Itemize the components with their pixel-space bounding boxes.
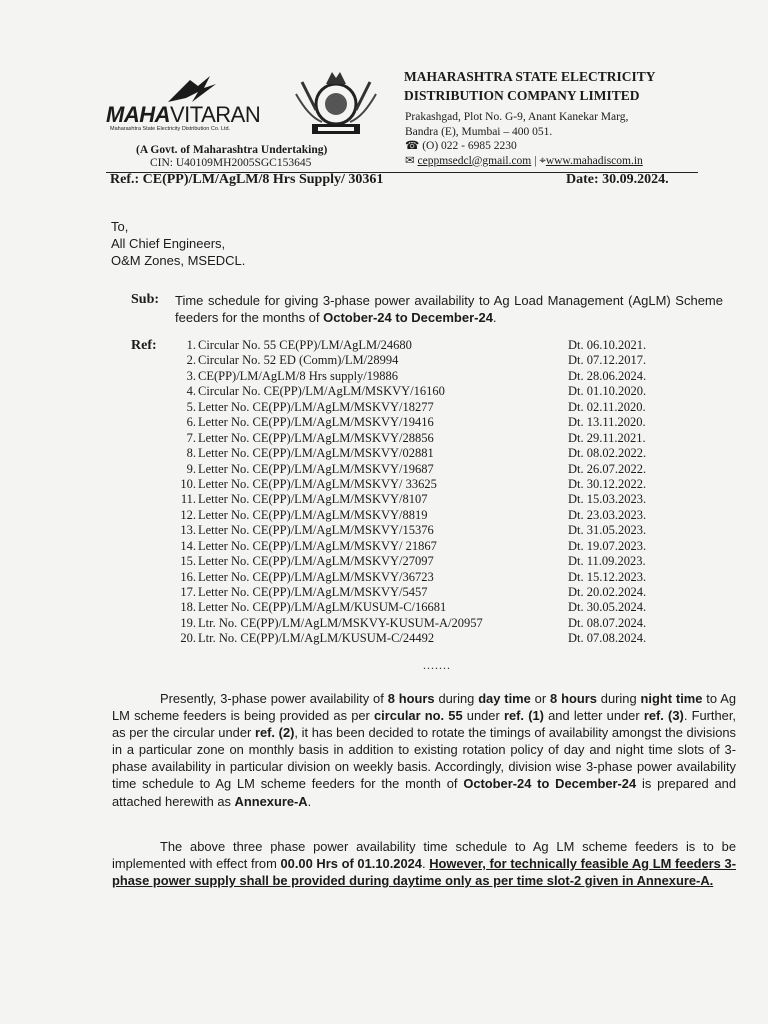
brand-part-vitaran: VITARAN (170, 102, 261, 127)
separator-dots: ....... (423, 658, 451, 672)
letter-date: Date: 30.09.2024. (566, 172, 669, 187)
reference-item (168, 353, 668, 368)
reference-number: 13. (180, 523, 196, 538)
reference-item (168, 400, 668, 415)
email-icon: ✉ (405, 154, 415, 167)
address-line1: Prakashgad, Plot No. G-9, Anant Kanekar Marg, (405, 111, 629, 123)
address-line2: Bandra (E), Mumbai – 400 051. (405, 125, 553, 138)
reference-item (168, 492, 668, 507)
reference-number: 16. (180, 569, 196, 584)
reference-item (168, 539, 668, 554)
p1-text: during (434, 691, 479, 706)
p1-bold: ref. (1) (503, 708, 544, 724)
references-list (168, 338, 668, 647)
reference-date: Dt. 08.07.2024. (568, 615, 647, 630)
reference-date: Dt. 20.02.2024. (568, 585, 647, 599)
p1-bold: day time (478, 691, 531, 706)
reference-date: Dt. 29.11.2021. (568, 430, 646, 445)
government-emblem-icon (282, 64, 390, 142)
reference-item (168, 554, 668, 569)
reference-date: Dt. 30.12.2022. (568, 476, 647, 491)
company-name-line1: MAHARASHTRA STATE ELECTRICITY (404, 69, 656, 84)
reference-number: 10. (180, 476, 196, 491)
reference-number: 6. (186, 415, 196, 430)
p1-text: or (530, 691, 551, 706)
reference-date: Dt. 01.10.2020. (568, 384, 647, 399)
p1-bold: 8 hours (387, 691, 435, 706)
reference-date: Dt. 07.08.2024. (568, 631, 647, 646)
p1-bold: ref. (2) (254, 725, 295, 741)
p2-underlined-note: However, for technically feasible Ag LM feeders 3-phase power supply shall be provided during daytime only as per time slot-2 given in Annexure-A. (112, 856, 736, 889)
reference-item (168, 462, 668, 477)
reference-number: 18. (180, 600, 196, 615)
references-label: Ref: (131, 338, 157, 353)
mouse-icon: ⌖ (539, 154, 546, 167)
reference-number: 9. (186, 461, 196, 476)
phone-line (405, 139, 643, 154)
govt-undertaking: (A Govt. of Maharashtra Undertaking) (136, 144, 328, 156)
p2-bold: 00.00 Hrs of 01.10.2024 (280, 856, 422, 872)
p1-bold: 8 hours (550, 691, 597, 706)
reference-date: Dt. 07.12.2017. (568, 353, 647, 368)
reference-number: 3. (186, 368, 196, 383)
reference-text: Letter No. CE(PP)/LM/AgLM/MSKVY/28856 (198, 430, 434, 445)
email-link[interactable]: ceppmsedcl@gmail.com (417, 154, 532, 167)
reference-date: Dt. 13.11.2020. (568, 415, 646, 430)
subject-period: October-24 to December-24 (323, 310, 493, 325)
reference-date: Dt. 02.11.2020. (568, 399, 646, 414)
reference-item (168, 631, 668, 646)
brand-subtitle: Maharashtra State Electricity Distribution Co. Ltd. (110, 126, 231, 132)
reference-item (168, 600, 668, 615)
reference-item (168, 446, 668, 461)
reference-date: Dt. 28.06.2024. (568, 368, 647, 383)
reference-text: Letter No. CE(PP)/LM/AgLM/KUSUM-C/16681 (198, 600, 447, 615)
company-address (405, 110, 643, 168)
reference-date: Dt. 23.03.2023. (568, 507, 647, 522)
reference-date: Dt. 15.03.2023. (568, 492, 647, 507)
contact-line: ✉ ceppmsedcl@gmail.com | ⌖www.mahadiscom.in (405, 154, 643, 167)
reference-number: 5. (186, 399, 196, 414)
p1-text: , it has been decided to rotate the timings of availability amongst the divisions in a particular zone on monthly basis in addition to existing rotation policy of day and night time slots of 3-phase availability in particular division on weekly basis. Accordingly, division wise 3-phase power availability time schedule to Ag LM scheme feeders for the month of (112, 725, 736, 792)
reference-item (168, 415, 668, 430)
reference-number: 14. (180, 538, 196, 553)
reference-number: 11. (180, 492, 196, 507)
reference-date: Dt. 26.07.2022. (568, 461, 647, 476)
reference-item (168, 384, 668, 399)
reference-date: Dt. 11.09.2023. (568, 554, 646, 569)
reference-item (168, 369, 668, 384)
company-name (404, 67, 656, 105)
reference-date: Dt. 06.10.2021. (568, 338, 647, 352)
reference-number: 12. (180, 507, 196, 522)
reference-text: Circular No. 52 ED (Comm)/LM/28994 (198, 353, 399, 368)
reference-text: Letter No. CE(PP)/LM/AgLM/MSKVY/36723 (198, 569, 434, 584)
p1-bold: Annexure-A (234, 793, 308, 809)
reference-text: Ltr. No. CE(PP)/LM/AgLM/KUSUM-C/24492 (198, 631, 435, 646)
phone-number: (O) 022 - 6985 2230 (422, 140, 517, 152)
p1-text: is prepared and attached herewith as (112, 776, 737, 809)
p1-bold: ref. (3) (643, 708, 684, 724)
reference-number: 1. (186, 338, 196, 352)
reference-date: Dt. 19.07.2023. (568, 538, 647, 553)
reference-date: Dt. 31.05.2023. (568, 523, 647, 538)
reference-item (168, 523, 668, 538)
company-name-line2: DISTRIBUTION COMPANY LIMITED (404, 88, 640, 103)
p1-bold: night time (640, 691, 703, 706)
reference-date: Dt. 30.05.2024. (568, 600, 647, 615)
p1-text: . Further, as per the circular under (112, 708, 736, 741)
reference-text: Circular No. CE(PP)/LM/AgLM/MSKVY/16160 (198, 384, 445, 399)
reference-text: Circular No. 55 CE(PP)/LM/AgLM/24680 (198, 338, 412, 352)
reference-text: Letter No. CE(PP)/LM/AgLM/MSKVY/18277 (198, 399, 434, 414)
reference-text: Letter No. CE(PP)/LM/AgLM/MSKVY/19416 (198, 415, 434, 430)
p1-text: to Ag LM scheme feeders is being provided as per (112, 691, 736, 724)
reference-text: Letter No. CE(PP)/LM/AgLM/MSKVY/ 21867 (198, 538, 437, 553)
reference-number: 17. (180, 585, 196, 599)
subject-plain: Time schedule for giving 3-phase power availability to Ag Load Management (AgLM) Scheme feeders for the months of (175, 293, 723, 325)
reference-text: Letter No. CE(PP)/LM/AgLM/MSKVY/8107 (198, 492, 428, 507)
reference-item (168, 616, 668, 631)
lightning-bolt-icon (164, 74, 226, 104)
reference-text: Letter No. CE(PP)/LM/AgLM/MSKVY/19687 (198, 461, 434, 476)
phone-icon: ☎ (405, 140, 420, 152)
reference-text: Letter No. CE(PP)/LM/AgLM/MSKVY/ 33625 (198, 476, 437, 491)
p1-text: under (462, 708, 504, 724)
p1-bold: circular no. 55 (374, 708, 463, 724)
website-link[interactable]: www.mahadiscom.in (545, 154, 643, 167)
reference-number: 15. (180, 554, 196, 569)
brand-name (106, 102, 260, 128)
reference-text: Letter No. CE(PP)/LM/AgLM/MSKVY/5457 (198, 585, 428, 599)
p1-text: Presently, 3-phase power availability of (160, 691, 388, 706)
p2-text: The above three phase power availability time schedule to Ag LM scheme feeders is to be implemented with effect from (112, 839, 736, 872)
p1-text: . (307, 793, 312, 809)
p1-text: during (596, 691, 641, 706)
reference-item (168, 338, 668, 353)
subject-label: Sub: (131, 292, 160, 307)
letter-reference: Ref.: CE(PP)/LM/AgLM/8 Hrs Supply/ 30361 (110, 172, 384, 187)
reference-number: 19. (180, 615, 196, 630)
subject-text (175, 292, 723, 326)
reference-date: Dt. 08.02.2022. (568, 446, 647, 461)
reference-item (168, 508, 668, 523)
p1-bold: October-24 to December-24 (463, 776, 637, 792)
reference-number: 7. (186, 430, 196, 445)
reference-number: 4. (186, 384, 196, 399)
reference-text: Letter No. CE(PP)/LM/AgLM/MSKVY/8819 (198, 507, 428, 522)
reference-item (168, 585, 668, 600)
addressee (111, 218, 245, 269)
reference-date: Dt. 15.12.2023. (568, 569, 647, 584)
addressee-line1: To, (111, 219, 129, 234)
reference-text: Ltr. No. CE(PP)/LM/AgLM/MSKVY-KUSUM-A/20957 (198, 615, 483, 630)
reference-item (168, 477, 668, 492)
addressee-line2: All Chief Engineers, (111, 236, 226, 251)
brand-part-maha: MAHA (106, 102, 170, 127)
reference-item (168, 431, 668, 446)
subject-end: . (492, 310, 497, 325)
reference-item (168, 570, 668, 585)
body-paragraph-2 (112, 838, 736, 889)
reference-number: 20. (180, 631, 196, 646)
reference-number: 2. (186, 353, 196, 368)
reference-text: Letter No. CE(PP)/LM/AgLM/MSKVY/02881 (198, 446, 434, 461)
reference-text: Letter No. CE(PP)/LM/AgLM/MSKVY/15376 (198, 523, 434, 538)
reference-text: CE(PP)/LM/AgLM/8 Hrs supply/19886 (198, 368, 399, 383)
addressee-line3: O&M Zones, MSEDCL. (111, 253, 246, 268)
reference-number: 8. (186, 446, 196, 461)
body-paragraph-1 (112, 690, 736, 810)
reference-text: Letter No. CE(PP)/LM/AgLM/MSKVY/27097 (198, 554, 434, 569)
p2-text: . (421, 856, 430, 872)
p1-text: and letter under (543, 708, 644, 724)
cin-number: CIN: U40109MH2005SGC153645 (150, 157, 312, 169)
